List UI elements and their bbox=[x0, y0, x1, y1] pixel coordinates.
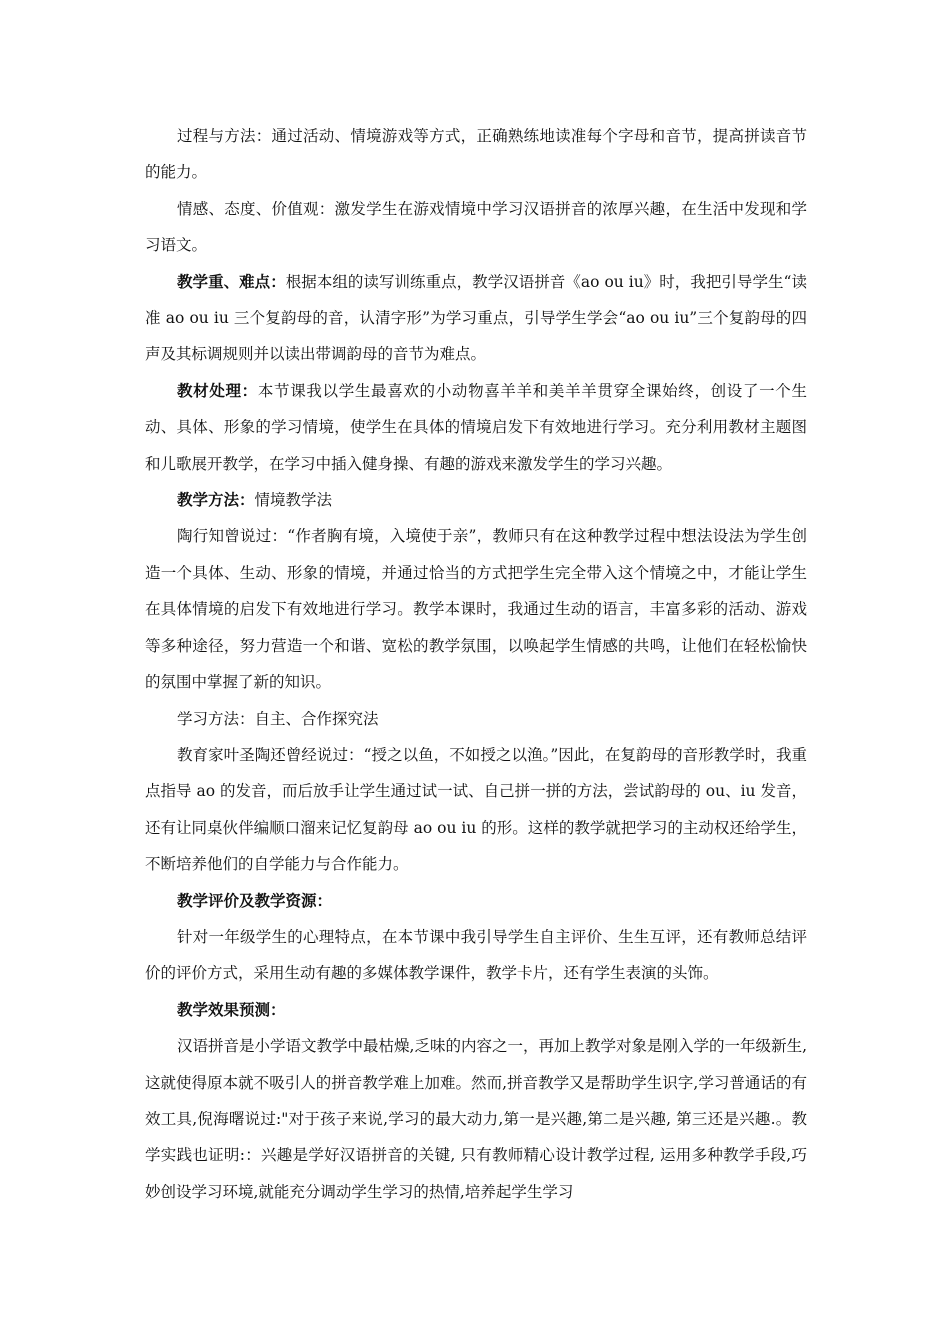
paragraph-text: 汉语拼音是小学语文教学中最枯燥,乏味的内容之一，再加上教学对象是刚入学的一年级新生,这就使得原本就不吸引人的拼音教学难上加难。然而,拼音教学又是帮助学生识字,学习普通话的有效工具,倪海曙说过:"对于孩子来说,学习的最大动力,第一是兴趣,第二是兴趣, 第三还是兴趣.。教学实践也证明:：兴趣是学好汉语拼音的关键, 只有教师精心设计教学过程, 运用多种教学手段,巧妙创设学习环境,就能充分调动学生学习的热情,培养起学生学习 bbox=[145, 1037, 807, 1201]
paragraph-tao-xingzhi-quote bbox=[145, 518, 807, 700]
paragraph-lead: 教材处理： bbox=[177, 380, 258, 400]
paragraph-lead: 教学方法： bbox=[177, 490, 255, 510]
paragraph-text: 情境教学法 bbox=[254, 491, 333, 510]
heading-effect-prediction bbox=[145, 992, 807, 1028]
paragraph-text: 情感、态度、价值观：激发学生在游戏情境中学习汉语拼音的浓厚兴趣，在生活中发现和学习语文。 bbox=[145, 199, 807, 255]
paragraph-text: 针对一年级学生的心理特点，在本节课中我引导学生自主评价、生生互评，还有教师总结评价的评价方式，采用生动有趣的多媒体教学课件，教学卡片，还有学生表演的头饰。 bbox=[145, 927, 807, 983]
paragraph-process-methods bbox=[145, 118, 807, 191]
paragraph-evaluation-resources bbox=[145, 919, 807, 992]
paragraph-text: 根据本组的读写训练重点，教学汉语拼音《ao ou iu》时，我把引导学生“读准 ao ou iu 三个复韵母的音，认清字形”为学习重点，引导学生学会“ao ou iu”三个复韵母的四声及其标调规则并以读出带调韵母的音节为难点。 bbox=[145, 272, 807, 364]
paragraph-lead: 教学效果预测： bbox=[177, 999, 286, 1019]
paragraph-text: 陶行知曾说过：“作者胸有境，入境使于亲”，教师只有在这种教学过程中想法设法为学生创造一个具体、生动、形象的情境，并通过恰当的方式把学生完全带入这个情境之中，才能让学生在具体情境的启发下有效地进行学习。教学本课时，我通过生动的语言，丰富多彩的活动、游戏等多种途径，努力营造一个和谐、宽松的教学氛围，以唤起学生情感的共鸣，让他们在轻松愉快的氛围中掌握了新的知识。 bbox=[145, 527, 807, 692]
paragraph-lead: 教学重、难点： bbox=[177, 271, 286, 291]
document-body bbox=[145, 118, 807, 1210]
heading-evaluation-resources bbox=[145, 883, 807, 919]
paragraph-material-handling bbox=[145, 373, 807, 482]
paragraph-effect-prediction bbox=[145, 1028, 807, 1210]
paragraph-ye-shengtao-quote bbox=[145, 737, 807, 883]
paragraph-key-difficulties bbox=[145, 264, 807, 373]
paragraph-text: 学习方法：自主、合作探究法 bbox=[177, 709, 379, 728]
paragraph-text: 过程与方法：通过活动、情境游戏等方式，正确熟练地读准每个字母和音节，提高拼读音节的能力。 bbox=[145, 127, 807, 182]
paragraph-learning-method bbox=[145, 701, 807, 737]
paragraph-text: 教育家叶圣陶还曾经说过：“授之以鱼，不如授之以渔。”因此，在复韵母的音形教学时，我重点指导 ao 的发音，而后放手让学生通过试一试、自己拼一拼的方法，尝试韵母的 ou、iu 发音，还有让同桌伙伴编顺口溜来记忆复韵母 ao ou iu 的形。这样的教学就把学习的主动权还给学生，不断培养他们的自学能力与合作能力。 bbox=[145, 745, 807, 874]
paragraph-emotion-attitude bbox=[145, 191, 807, 264]
paragraph-lead: 教学评价及教学资源： bbox=[177, 890, 333, 910]
paragraph-teaching-method bbox=[145, 482, 807, 518]
paragraph-text: 本节课我以学生最喜欢的小动物喜羊羊和美羊羊贯穿全课始终，创设了一个生动、具体、形象的学习情境，使学生在具体的情境启发下有效地进行学习。充分利用教材主题图和儿歌展开教学，在学习中插入健身操、有趣的游戏来激发学生的学习兴趣。 bbox=[145, 381, 807, 473]
